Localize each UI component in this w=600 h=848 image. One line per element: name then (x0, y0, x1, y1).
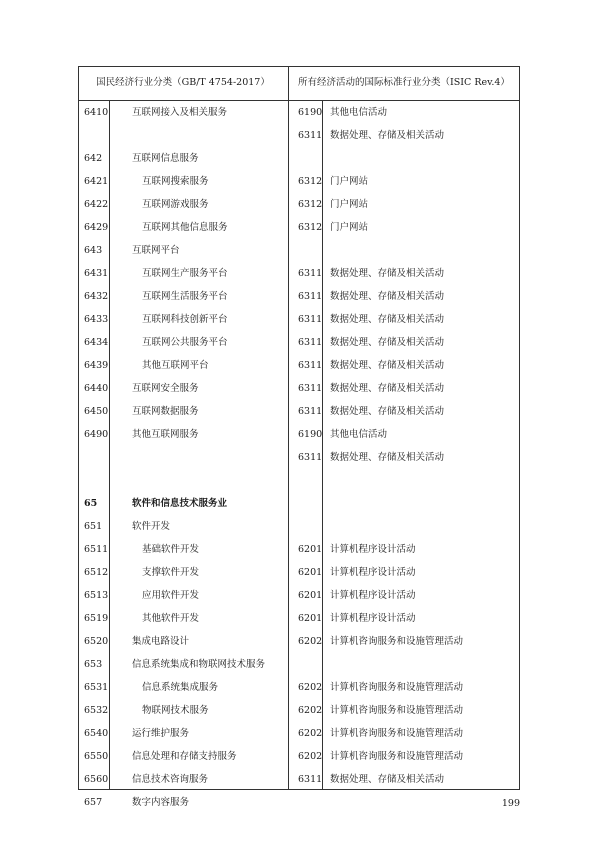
table-row (78, 607, 520, 630)
isic-code: 6311 (298, 268, 323, 279)
industry-name: 信息系统集成和物联网技术服务 (132, 659, 266, 670)
table-row (78, 285, 520, 308)
industry-name: 其他互联网服务 (132, 429, 199, 440)
isic-code: 6202 (298, 636, 323, 647)
table-row (78, 653, 520, 676)
table-row (78, 400, 520, 423)
table-row (78, 377, 520, 400)
industry-code: 642 (84, 153, 103, 164)
isic-code: 6311 (298, 314, 323, 325)
table-row (78, 722, 520, 745)
industry-code: 653 (84, 659, 103, 670)
industry-code: 6511 (84, 544, 109, 555)
isic-description: 数据处理、存储及相关活动 (330, 314, 445, 325)
industry-code: 643 (84, 245, 103, 256)
isic-description: 数据处理、存储及相关活动 (330, 383, 445, 394)
industry-name: 运行维护服务 (132, 728, 190, 739)
isic-description: 门户网站 (330, 176, 369, 187)
isic-code: 6311 (298, 130, 323, 141)
industry-code: 6429 (84, 222, 109, 233)
isic-code: 6312 (298, 176, 323, 187)
isic-description: 其他电信活动 (330, 107, 388, 118)
industry-name: 互联网信息服务 (132, 153, 199, 164)
isic-description: 门户网站 (330, 222, 369, 233)
isic-description: 数据处理、存储及相关活动 (330, 291, 445, 302)
table-row (78, 101, 520, 124)
industry-code: 6519 (84, 613, 109, 624)
industry-name: 互联网生产服务平台 (142, 268, 228, 279)
industry-name: 互联网安全服务 (132, 383, 199, 394)
table-row (78, 676, 520, 699)
isic-code: 6190 (298, 107, 323, 118)
isic-code: 6311 (298, 774, 323, 785)
industry-code: 6433 (84, 314, 109, 325)
industry-name: 软件和信息技术服务业 (132, 498, 228, 509)
table-row (78, 492, 520, 515)
isic-description: 计算机程序设计活动 (330, 590, 416, 601)
table-row (78, 630, 520, 653)
table-row (78, 561, 520, 584)
industry-code: 651 (84, 521, 103, 532)
table-row (78, 216, 520, 239)
table-row (78, 423, 520, 446)
table-row (78, 124, 520, 147)
table-row (78, 239, 520, 262)
industry-name: 物联网技术服务 (142, 705, 209, 716)
industry-code: 6431 (84, 268, 109, 279)
table-row (78, 515, 520, 538)
table-row (78, 170, 520, 193)
industry-name: 互联网搜索服务 (142, 176, 209, 187)
table-row (78, 308, 520, 331)
isic-code: 6312 (298, 199, 323, 210)
header-isic-classification: 所有经济活动的国际标准行业分类（ISIC Rev.4） (298, 77, 510, 88)
isic-code: 6202 (298, 751, 323, 762)
isic-code: 6312 (298, 222, 323, 233)
industry-code: 6432 (84, 291, 109, 302)
industry-name: 数字内容服务 (132, 797, 190, 808)
industry-name: 信息技术咨询服务 (132, 774, 209, 785)
isic-code: 6202 (298, 728, 323, 739)
isic-code: 6201 (298, 544, 323, 555)
isic-description: 数据处理、存储及相关活动 (330, 268, 445, 279)
isic-description: 门户网站 (330, 199, 369, 210)
table-row (78, 768, 520, 791)
industry-code: 6513 (84, 590, 109, 601)
table-row (78, 791, 520, 814)
table-row (78, 745, 520, 768)
industry-name: 互联网数据服务 (132, 406, 199, 417)
industry-code: 6450 (84, 406, 109, 417)
industry-code: 6422 (84, 199, 109, 210)
industry-code: 6440 (84, 383, 109, 394)
industry-name: 软件开发 (132, 521, 171, 532)
industry-code: 6512 (84, 567, 109, 578)
industry-name: 信息处理和存储支持服务 (132, 751, 237, 762)
isic-description: 计算机程序设计活动 (330, 544, 416, 555)
industry-code: 6421 (84, 176, 109, 187)
industry-name: 其他软件开发 (142, 613, 200, 624)
isic-description: 计算机咨询服务和设施管理活动 (330, 705, 464, 716)
isic-description: 计算机咨询服务和设施管理活动 (330, 751, 464, 762)
isic-description: 数据处理、存储及相关活动 (330, 406, 445, 417)
industry-code: 65 (84, 498, 98, 509)
isic-description: 计算机程序设计活动 (330, 567, 416, 578)
table-row (78, 584, 520, 607)
isic-description: 数据处理、存储及相关活动 (330, 337, 445, 348)
industry-name: 信息系统集成服务 (142, 682, 219, 693)
industry-code: 6520 (84, 636, 109, 647)
industry-name: 互联网科技创新平台 (142, 314, 228, 325)
isic-code: 6201 (298, 590, 323, 601)
isic-code: 6311 (298, 337, 323, 348)
page-number: 199 (501, 798, 520, 809)
isic-code: 6190 (298, 429, 323, 440)
isic-code: 6201 (298, 567, 323, 578)
industry-name: 互联网公共服务平台 (142, 337, 228, 348)
isic-description: 计算机咨询服务和设施管理活动 (330, 636, 464, 647)
industry-name: 应用软件开发 (142, 590, 200, 601)
industry-code: 6550 (84, 751, 109, 762)
industry-name: 支撑软件开发 (142, 567, 200, 578)
table-row (78, 446, 520, 469)
industry-name: 其他互联网平台 (142, 360, 209, 371)
industry-name: 互联网游戏服务 (142, 199, 209, 210)
isic-description: 其他电信活动 (330, 429, 388, 440)
isic-description: 计算机咨询服务和设施管理活动 (330, 682, 464, 693)
isic-code: 6201 (298, 613, 323, 624)
industry-code: 6434 (84, 337, 109, 348)
industry-name: 互联网平台 (132, 245, 180, 256)
industry-code: 6531 (84, 682, 109, 693)
isic-code: 6311 (298, 406, 323, 417)
industry-code: 6540 (84, 728, 109, 739)
header-national-classification: 国民经济行业分类（GB/T 4754-2017） (96, 77, 270, 88)
industry-name: 互联网接入及相关服务 (132, 107, 228, 118)
industry-code: 6532 (84, 705, 109, 716)
isic-description: 数据处理、存储及相关活动 (330, 360, 445, 371)
industry-code: 6410 (84, 107, 109, 118)
table-row (78, 331, 520, 354)
industry-name: 基础软件开发 (142, 544, 200, 555)
table-row (78, 469, 520, 492)
table-row (78, 147, 520, 170)
isic-code: 6311 (298, 452, 323, 463)
industry-name: 互联网生活服务平台 (142, 291, 228, 302)
isic-code: 6311 (298, 360, 323, 371)
isic-description: 计算机咨询服务和设施管理活动 (330, 728, 464, 739)
table-row (78, 262, 520, 285)
isic-code: 6311 (298, 291, 323, 302)
industry-code: 657 (84, 797, 103, 808)
isic-description: 数据处理、存储及相关活动 (330, 774, 445, 785)
industry-name: 互联网其他信息服务 (142, 222, 228, 233)
industry-code: 6560 (84, 774, 109, 785)
table-row (78, 538, 520, 561)
isic-description: 数据处理、存储及相关活动 (330, 452, 445, 463)
isic-description: 计算机程序设计活动 (330, 613, 416, 624)
table-row (78, 699, 520, 722)
isic-code: 6202 (298, 682, 323, 693)
industry-code: 6439 (84, 360, 109, 371)
isic-description: 数据处理、存储及相关活动 (330, 130, 445, 141)
table-row (78, 193, 520, 216)
industry-code: 6490 (84, 429, 109, 440)
industry-name: 集成电路设计 (132, 636, 190, 647)
table-row (78, 354, 520, 377)
isic-code: 6202 (298, 705, 323, 716)
isic-code: 6311 (298, 383, 323, 394)
